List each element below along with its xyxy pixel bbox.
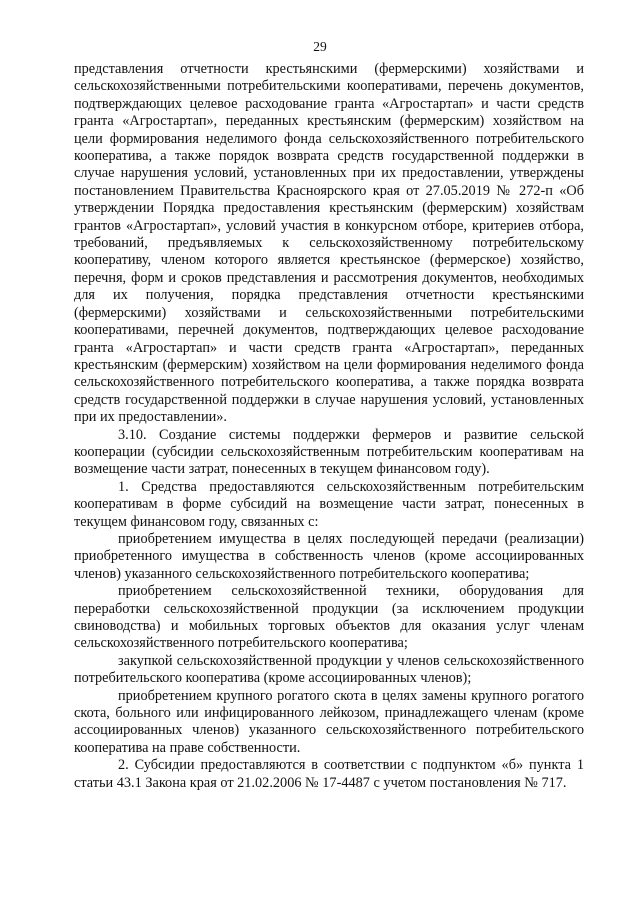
paragraph-item-1-property: приобретением имущества в целях последующей передачи (реализации) приобретенного имущества в собственность членов (кроме ассоциированных членов) указанного сельскохозяйственного потребительского кооператива;: [74, 530, 584, 582]
paragraph-item-1-purchase: закупкой сельскохозяйственной продукции у членов сельскохозяйственного потребительского кооператива (кроме ассоциированных членов);: [74, 652, 584, 687]
paragraph-item-1-cattle: приобретением крупного рогатого скота в целях замены крупного рогатого скота, больного или инфицированного лейкозом, принадлежащего членам (кроме ассоциированных членов) указанного сельскохозяйственного потребительского кооператива на праве собственности.: [74, 687, 584, 756]
paragraph-item-2: 2. Субсидии предоставляются в соответствии с подпунктом «б» пункта 1 статьи 43.1 Закона края от 21.02.2006 № 17-4487 с учетом постановления № 717.: [74, 757, 584, 791]
paragraph-section-3-10: 3.10. Создание системы поддержки фермеров и развитие сельской кооперации (субсидии сельскохозяйственным потребительским кооперативам на возмещение части затрат, понесенных в текущем финансовом году).: [74, 426, 584, 478]
document-body: [74, 61, 584, 792]
paragraph-item-1: 1. Средства предоставляются сельскохозяйственным потребительским кооперативам в форме субсидий на возмещение части затрат, понесенных в текущем финансовом году, связанных с:: [74, 478, 584, 530]
paragraph-continuation: представления отчетности крестьянскими (фермерскими) хозяйствами и сельскохозяйственными потребительскими кооперативами, перечень документов, подтверждающих целевое расходование гранта «Агростартап» и части средств гранта «Агростартап», переданных крестьянским (фермерским) хозяйством на цели формирования неделимого фонда сельскохозяйственного потребительского кооператива, а также порядок возврата средств государственной поддержки в случае нарушения условий, установленных при их предоставлении, утверждены постановлением Правительства Красноярского края от 27.05.2019 № 272-п «Об утверждении Порядка предоставления крестьянским (фермерским) хозяйствам грантов «Агростартап», условий участия в конкурсном отборе, критериев отбора, требований, предъявляемых к сельскохозяйственному потребительскому кооперативу, членом которого является крестьянское (фермерское) хозяйство, перечня, форм и сроков представления и рассмотрения документов, необходимых для их получения, порядка представления отчетности крестьянскими (фермерскими) хозяйствами и сельскохозяйственными потребительскими кооперативами, перечней документов, подтверждающих целевое расходование гранта «Агростартап» и части средств гранта «Агростартап», переданных крестьянским (фермерским) хозяйством на цели формирования неделимого фонда сельскохозяйственного потребительского кооператива, а также порядка возврата средств государственной поддержки в случае нарушения условий, установленных при их предоставлении».: [74, 61, 584, 426]
paragraph-item-1-equipment: приобретением сельскохозяйственной техники, оборудования для переработки сельскохозяйственной продукции (за исключением продукции свиноводства) и мобильных торговых объектов для оказания услуг членам сельскохозяйственного потребительского кооператива;: [74, 583, 584, 652]
page-number: 29: [313, 39, 327, 54]
